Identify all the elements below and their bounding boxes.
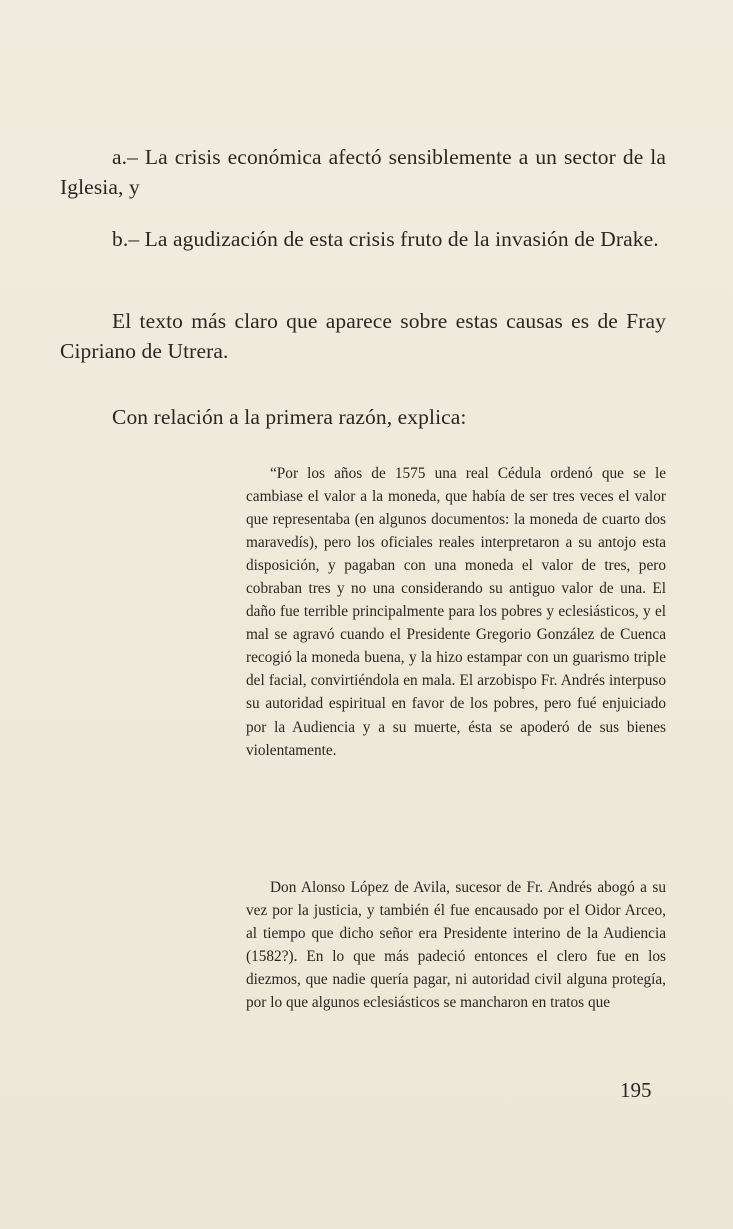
text-source-paragraph: El texto más claro que aparece sobre estas causas es de Fray Cipriano de Utrera. bbox=[60, 309, 666, 363]
quote-paragraph-2: Don Alonso López de Avila, sucesor de Fr. Andrés abogó a su vez por la justicia, y también él fue encausado por el Oidor Arceo, al tiempo que dicho señor era Presidente interino de la Audiencia (1582?). En lo que más padeció entonces el clero fue en los diezmos, que nadie quería pagar, ni autoridad civil alguna protegía, por lo que algunos eclesiásticos se mancharon en tratos que bbox=[246, 879, 666, 1012]
item-b-paragraph: b.– La agudización de esta crisis fruto de la invasión de Drake. bbox=[112, 227, 659, 251]
item-a-paragraph: a.– La crisis económica afectó sensiblemente a un sector de la Iglesia, y bbox=[60, 145, 666, 199]
quote-paragraph-1: “Por los años de 1575 una real Cédula ordenó que se le cambiase el valor a la moneda, que había de ser tres veces el valor que representaba (en algunos documentos: la moneda de cuarto dos maravedís), pero los oficiales reales interpretaron a su antojo esta disposición, y pagaban con una moneda el valor de tres, pero cobraban tres y no una considerando su antiguo valor de una. El daño fue terrible principalmente para los pobres y eclesiásticos, y el mal se agravó cuando el Presidente Gregorio González de Cuenca recogió la moneda buena, y la hizo estampar con un guarismo triple del facial, convirtiéndola en mala. El arzobispo Fr. Andrés interpuso su autoridad espiritual en favor de los pobres, pero fué enjuiciado por la Audiencia y a su muerte, ésta se apoderó de sus bienes violentamente. bbox=[246, 465, 666, 759]
first-reason-paragraph: Con relación a la primera razón, explica: bbox=[112, 405, 467, 429]
page-number: 195 bbox=[620, 1078, 652, 1102]
